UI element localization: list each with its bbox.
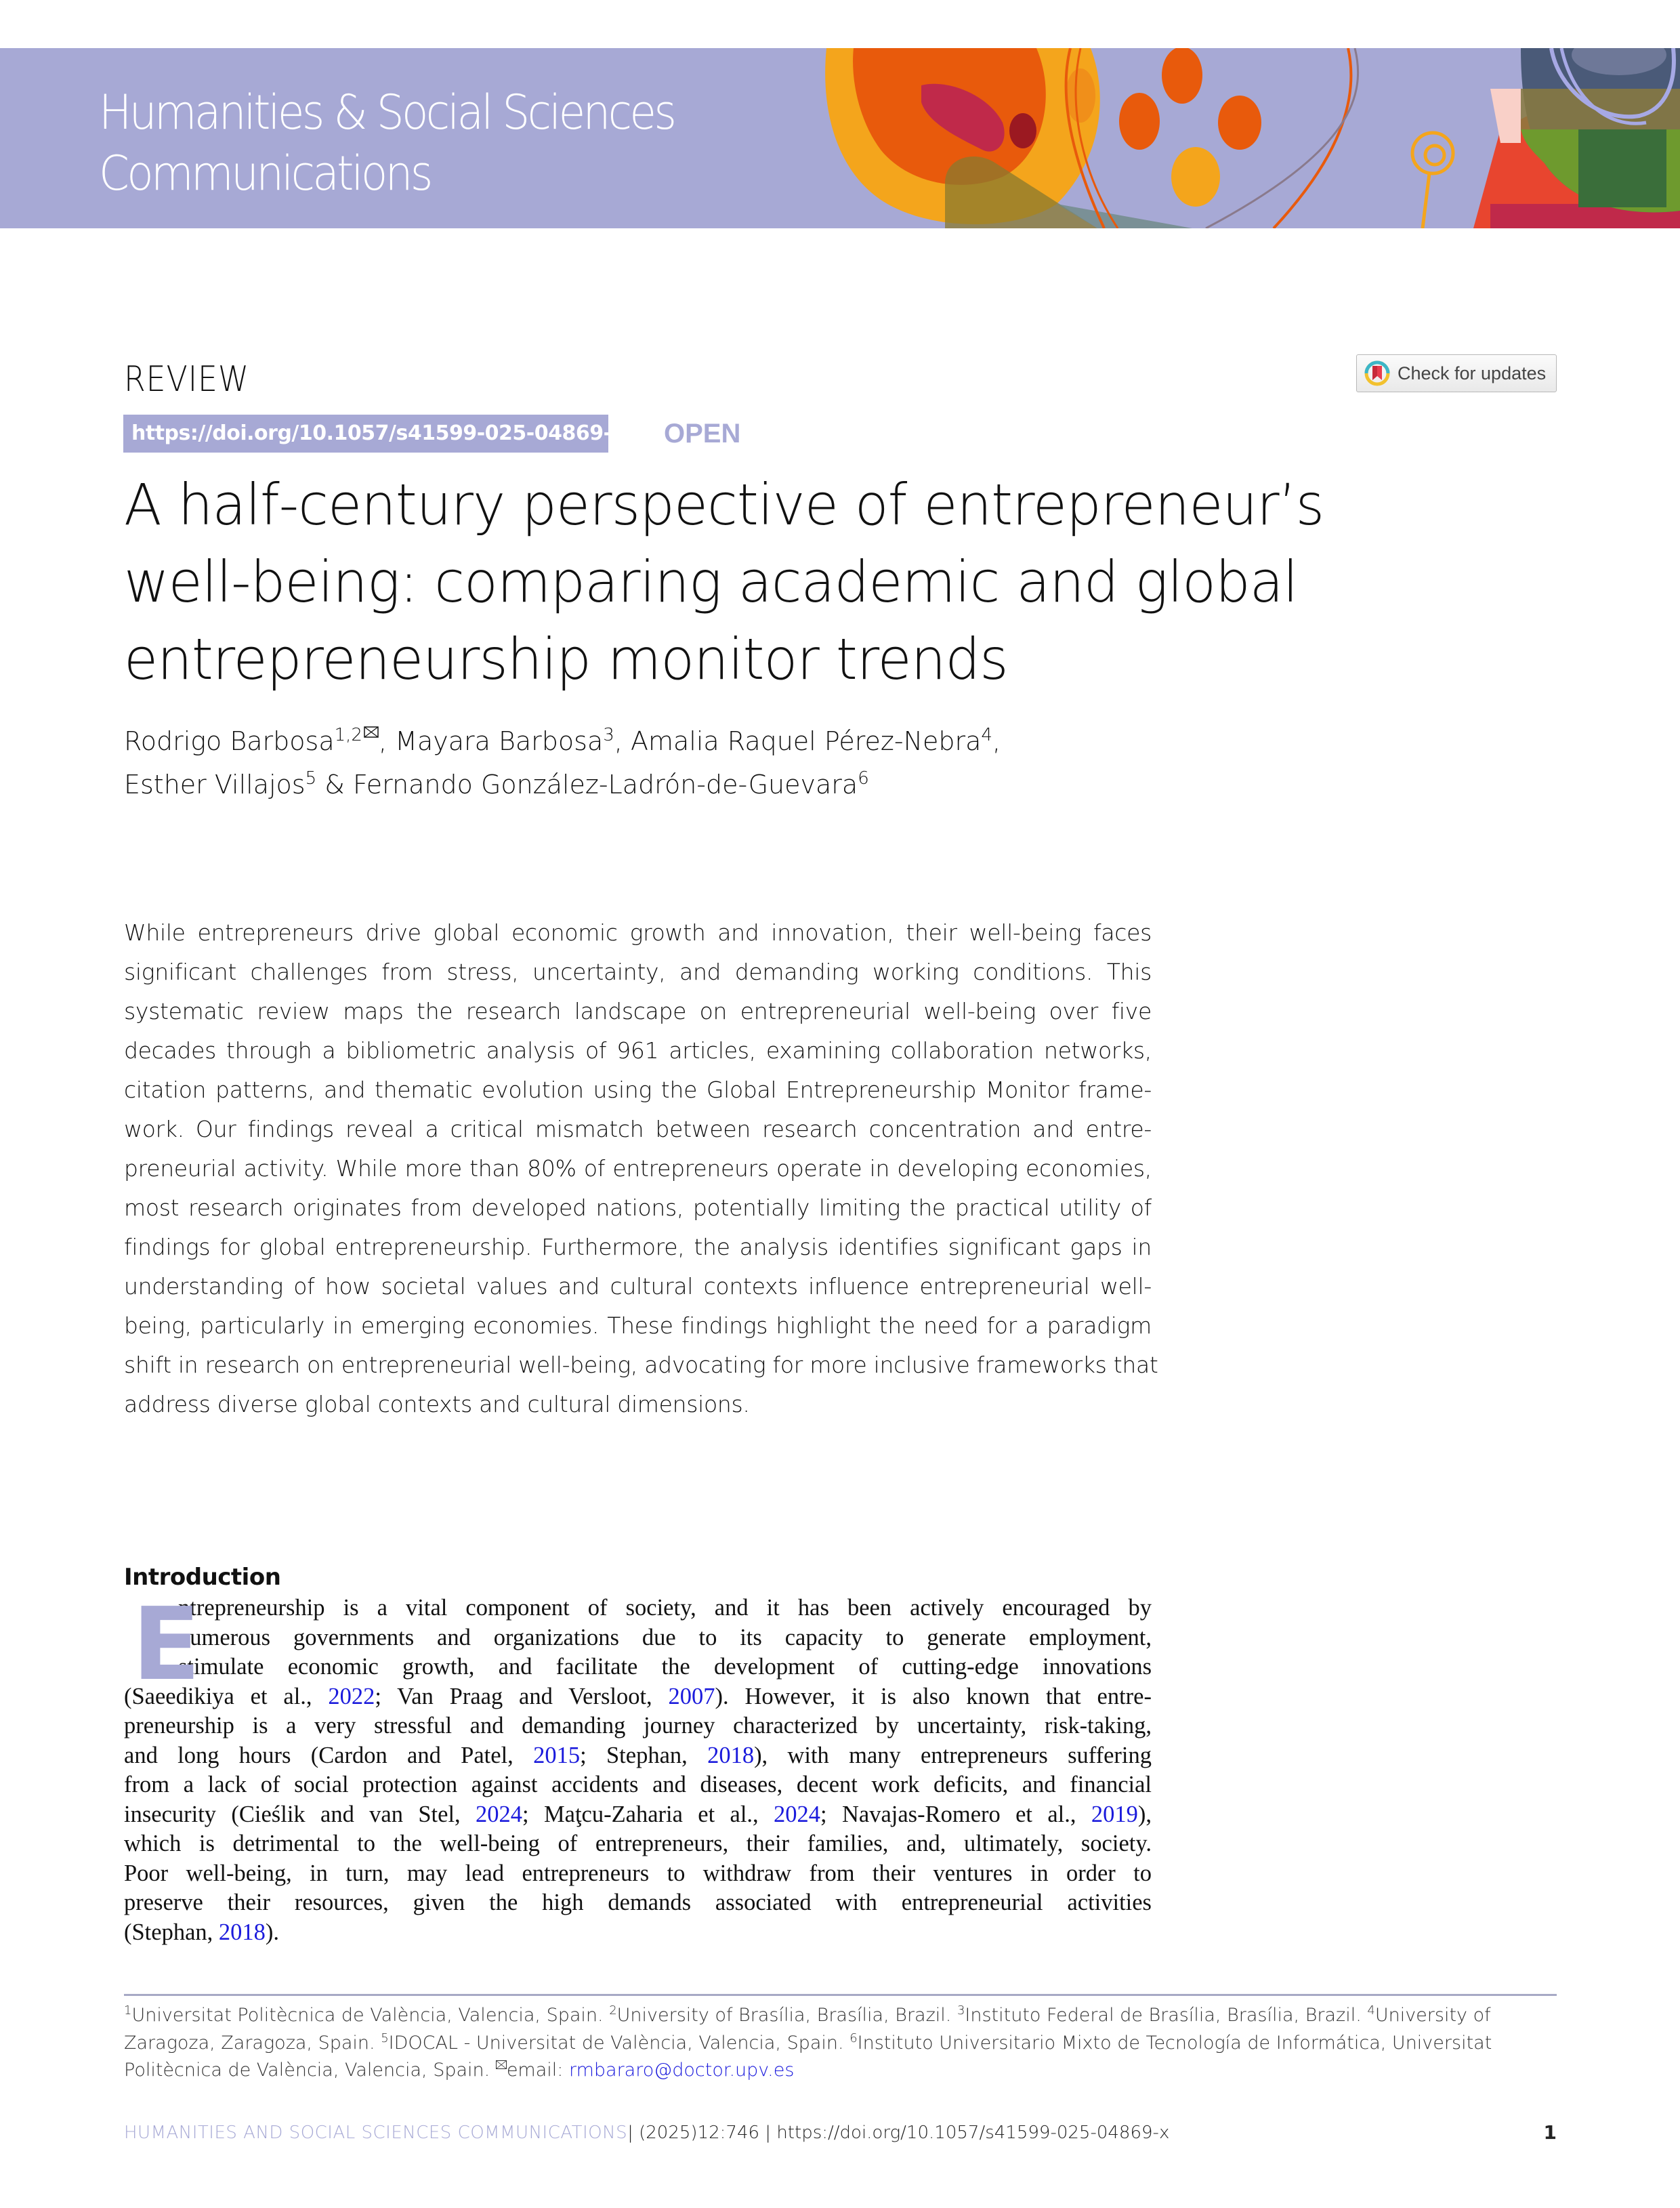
footnote-line: [124, 2030, 1557, 2058]
introduction-body: [124, 1586, 1152, 1947]
text: and long hours (Cardon and Patel,: [124, 1742, 534, 1768]
affil-number: 5: [381, 2030, 389, 2045]
abstract-line: systematic review maps the research landscape on entrepreneurial well-being over five: [124, 998, 1152, 1024]
check-for-updates-label: Check for updates: [1398, 362, 1547, 383]
author-name[interactable]: Rodrigo Barbosa: [124, 726, 335, 756]
author-affiliation: 3: [603, 725, 614, 745]
body-line: [124, 1682, 1152, 1712]
author-separator: ,: [614, 726, 631, 756]
abstract-line: citation patterns, and thematic evolution using the Global Entrepreneurship Monitor frame-: [124, 1077, 1152, 1103]
text: ). However, it is also known that entre-: [715, 1683, 1152, 1709]
author-name[interactable]: Fernando González-Ladrón-de-Guevara: [352, 770, 858, 799]
check-for-updates-button[interactable]: [1356, 354, 1557, 392]
abstract-line: address diverse global contexts and cultural dimensions.: [124, 1391, 750, 1417]
drop-cap: E: [132, 1586, 201, 1703]
abstract-line: While entrepreneurs drive global economic growth and innovation, their well-being faces: [124, 919, 1152, 946]
body-line: which is detrimental to the well-being of entrepreneurs, their families, and, ultimately, society.: [124, 1831, 1152, 1856]
journal-title: [99, 82, 674, 204]
text: ; Maţcu-Zaharia et al.,: [522, 1801, 774, 1827]
author-affiliation: 4: [981, 725, 992, 745]
text: (Saeedikiya et al.,: [124, 1683, 329, 1709]
author-separator: &: [316, 770, 353, 799]
body-line: from a lack of social protection against accidents and diseases, decent work deficits, and financial: [124, 1772, 1152, 1797]
citation-link[interactable]: 2018: [218, 1919, 266, 1945]
citation-link[interactable]: 2024: [774, 1801, 821, 1827]
abstract-line: work. Our findings reveal a critical mismatch between research concentration and entre-: [124, 1116, 1152, 1142]
body-line: preserve their resources, given the high demands associated with entrepreneurial activities: [124, 1890, 1152, 1915]
citation-link[interactable]: 2024: [476, 1801, 523, 1827]
crossmark-icon: [1364, 360, 1391, 387]
text: ; Navajas-Romero et al.,: [820, 1801, 1091, 1827]
affiliation: Zaragoza, Zaragoza, Spain.: [124, 2032, 381, 2054]
abstract-line: decades through a bibliometric analysis of 961 articles, examining collaboration networks,: [124, 1037, 1152, 1064]
author-list: [124, 720, 1001, 806]
article-title-line: well-being: comparing academic and global: [124, 549, 1298, 615]
text: ; Van Praag and Versloot,: [375, 1683, 669, 1709]
citation-link[interactable]: 2015: [533, 1742, 581, 1768]
section-heading-introduction: Introduction: [124, 1564, 281, 1591]
page-footer: [124, 2119, 1557, 2146]
affil-number: 4: [1367, 2003, 1375, 2018]
body-line: ntrepreneurship is a vital component of society, and it has been actively encouraged by: [178, 1595, 1152, 1621]
email-label: email:: [506, 2060, 569, 2081]
affil-number: 2: [609, 2003, 617, 2018]
article-type-label: REVIEW: [124, 359, 249, 400]
author-line-1: [124, 720, 1001, 763]
affiliation: Politècnica de València, Valencia, Spain.: [124, 2060, 496, 2081]
text: ), with many entrepreneurs suffering: [754, 1742, 1152, 1768]
text: ).: [265, 1919, 280, 1945]
text: ),: [1137, 1801, 1152, 1827]
open-access-badge: OPEN: [664, 419, 741, 449]
affiliation: Instituto Federal de Brasília, Brasília, Brazil.: [965, 2005, 1368, 2026]
affiliation: Universitat Politècnica de València, Valencia, Spain.: [131, 2005, 610, 2026]
journal-title-line2: Communications: [99, 146, 431, 201]
body-line: [124, 1800, 1152, 1830]
citation-link[interactable]: 2018: [707, 1742, 755, 1768]
author-line-2: [124, 763, 1001, 806]
article-title-line: A half-century perspective of entrepreneur’s: [124, 472, 1324, 538]
affiliation: Instituto Universitario Mixto de Tecnología de Informática, Universitat: [857, 2032, 1492, 2054]
abstract-line: preneurial activity. While more than 80% of entrepreneurs operate in developing economies,: [124, 1155, 1152, 1182]
affil-number: 1: [124, 2003, 132, 2018]
affiliations-footnote: [124, 2002, 1557, 2085]
citation-link[interactable]: 2007: [668, 1683, 715, 1709]
footer-citation: | (2025)12:746 | https://doi.org/10.1057/s41599-025-04869-x: [627, 2123, 1170, 2143]
body-line: [124, 1918, 1152, 1948]
abstract: [124, 913, 1158, 1424]
author-separator: ,: [992, 726, 1001, 756]
author-affiliation: 1,2: [334, 725, 362, 745]
footer-journal-name: HUMANITIES AND SOCIAL SCIENCES COMMUNICATIONS: [124, 2123, 628, 2143]
journal-banner: [0, 48, 1680, 228]
footnote-line: [124, 2002, 1557, 2030]
author-separator: ,: [378, 726, 396, 756]
body-line: stimulate economic growth, and facilitate the development of cutting-edge innovations: [178, 1654, 1152, 1680]
affil-number: 3: [957, 2003, 965, 2018]
abstract-line: being, particularly in emerging economies. These findings highlight the need for a paradigm: [124, 1312, 1152, 1339]
email-link[interactable]: rmbararo@doctor.upv.es: [568, 2060, 795, 2081]
citation-link[interactable]: 2022: [328, 1683, 375, 1709]
affil-number: 6: [849, 2030, 858, 2045]
body-line: [124, 1741, 1152, 1771]
body-line: numerous governments and organizations due to its capacity to generate employment,: [178, 1624, 1152, 1650]
affiliation: University of Brasília, Brasília, Brazil.: [616, 2005, 957, 2026]
author-name[interactable]: Mayara Barbosa: [395, 726, 604, 756]
text: insecurity (Cieślik and van Stel,: [124, 1801, 476, 1827]
abstract-line: significant challenges from stress, uncertainty, and demanding working conditions. This: [124, 959, 1152, 985]
text: ; Stephan,: [580, 1742, 708, 1768]
author-affiliation: 5: [305, 768, 317, 789]
journal-title-line1: Humanities & Social Sciences: [99, 85, 675, 140]
footnote-line: [124, 2057, 1557, 2085]
footnote-divider: [124, 1994, 1557, 1996]
author-affiliation: 6: [858, 768, 869, 789]
affiliation: University of: [1374, 2005, 1491, 2026]
body-line: preneurship is a very stressful and demanding journey characterized by uncertainty, risk-taking,: [124, 1713, 1152, 1738]
article-title: [124, 466, 1547, 698]
body-line: Poor well-being, in turn, may lead entrepreneurs to withdraw from their ventures in order to: [124, 1860, 1152, 1886]
affiliation: IDOCAL - Universitat de València, Valencia, Spain.: [388, 2032, 850, 2054]
page-number: 1: [1543, 2121, 1557, 2144]
abstract-line: most research originates from developed nations, potentially limiting the practical utility of: [124, 1194, 1152, 1221]
author-name[interactable]: Amalia Raquel Pérez-Nebra: [630, 726, 982, 756]
doi-link[interactable]: https://doi.org/10.1057/s41599-025-04869-x: [123, 415, 608, 453]
email-envelope-icon[interactable]: [364, 726, 379, 738]
email-envelope-icon: [496, 2060, 507, 2069]
abstract-line: shift in research on entrepreneurial well-being, advocating for more inclusive frameworks that: [124, 1352, 1158, 1378]
abstract-line: understanding of how societal values and cultural contexts influence entrepreneurial well-: [124, 1273, 1152, 1299]
article-title-line: entrepreneurship monitor trends: [124, 626, 1008, 692]
abstract-line: findings for global entrepreneurship. Furthermore, the analysis identifies significant gaps in: [124, 1234, 1152, 1260]
author-name[interactable]: Esther Villajos: [124, 770, 306, 799]
citation-link[interactable]: 2019: [1091, 1801, 1138, 1827]
text: (Stephan,: [124, 1919, 219, 1945]
